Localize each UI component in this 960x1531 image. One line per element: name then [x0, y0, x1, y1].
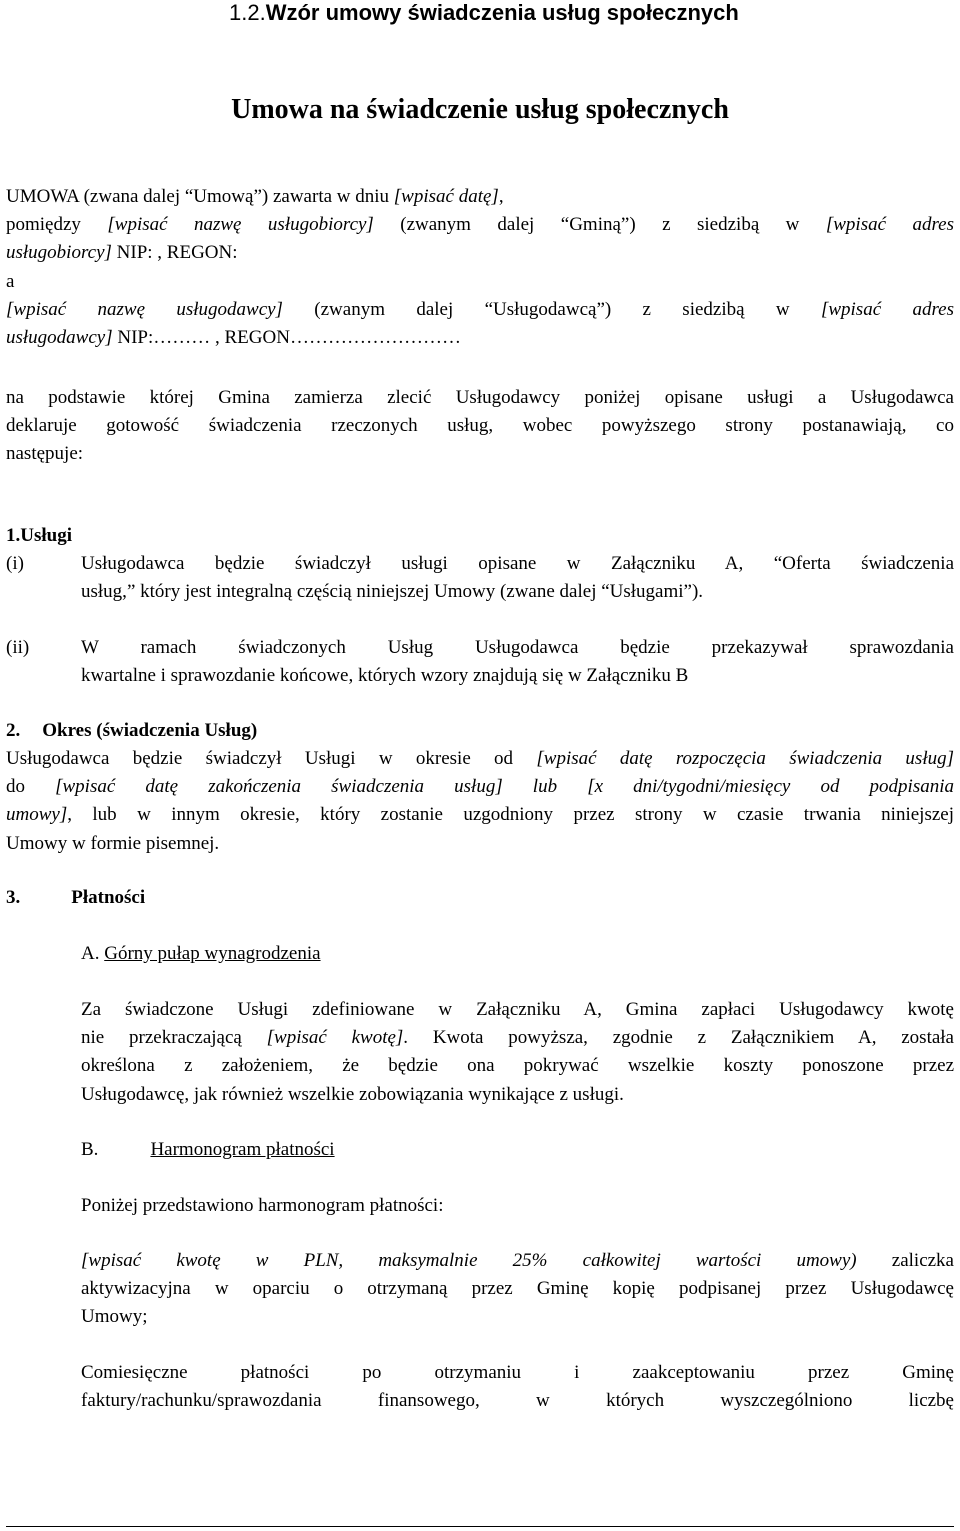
subsection-label: A.	[81, 943, 100, 964]
preamble-paragraph	[6, 384, 954, 469]
placeholder-address: usługobiorcy]	[6, 242, 112, 264]
text: do	[6, 776, 56, 798]
text: pomiędzy	[6, 214, 108, 236]
a-line-4: Usługodawcę, jak również wszelkie zobowiązania wynikające z usługi.	[81, 1083, 624, 1105]
document-title: Umowa na świadczenie usług społecznych	[231, 94, 729, 125]
section-heading-title: Wzór umowy świadczenia usług społecznych	[265, 0, 739, 25]
text: Usługodawca będzie świadczył Usługi w okresie od	[6, 748, 537, 769]
text: ) z siedzibą w	[629, 214, 826, 236]
item-ii-line-1: W ramach świadczonych Usług Usługodawca będzie przekazywał sprawozdania	[81, 637, 954, 658]
subsection-b-heading	[81, 1136, 954, 1164]
item-text	[81, 634, 954, 690]
text: zaliczka	[856, 1250, 954, 1271]
section-title: Okres (świadczenia Usług)	[42, 720, 258, 741]
placeholder-address: [wpisać adres	[825, 214, 954, 236]
subsection-a-paragraph	[81, 996, 954, 1109]
subsection-title: Górny pułap wynagrodzenia	[104, 943, 321, 964]
text: ) z siedzibą w	[604, 298, 821, 320]
parties-line-4	[6, 268, 954, 296]
text: , lub w innym okresie, który zostanie uzgodniony przez strony w czasie trwania niniejszej	[67, 804, 954, 826]
subsection-label: B.	[81, 1139, 99, 1160]
text: Usługodawca będzie świadczył usługi opisane w Załączniku A,	[81, 553, 774, 574]
text: ,	[498, 186, 504, 207]
placeholder-end-date: umowy]	[6, 804, 68, 826]
text: który jest integralną częścią niniejszej Umowy (zwane dalej	[135, 581, 602, 603]
text: a	[6, 270, 15, 292]
footer-rule	[6, 1526, 954, 1527]
placeholder-address: [wpisać adres	[820, 298, 954, 320]
section-number: 3.	[6, 887, 21, 908]
text: Gminą	[569, 214, 621, 236]
text: Oferta świadczenia	[782, 553, 954, 574]
payment-1-line-2: aktywizacyjna w oparciu o otrzymaną przez Gminę kopię podpisanej przez Usługodawcę	[81, 1278, 954, 1300]
subsection-a-heading	[81, 940, 954, 968]
section-2-line-1	[6, 745, 954, 773]
text: usług,	[81, 581, 127, 603]
parties-line-1: UMOWA (zwana dalej “Umową”) zawarta w dniu [wpisać datę],	[6, 186, 504, 207]
text: NIP: , REGON:	[111, 242, 238, 264]
payment-1-line-3: Umowy;	[81, 1306, 148, 1328]
parties-paragraph	[6, 183, 954, 352]
placeholder-address: usługodawcy]	[6, 327, 113, 349]
section-2-line-2	[6, 773, 954, 801]
section-title: Płatności	[71, 887, 146, 908]
text: (zwanym dalej	[373, 214, 561, 236]
placeholder-end-date: [wpisać datę zakończenia świadczenia usług] lub [x dni/tygodni/miesięcy od podpisania	[55, 776, 955, 798]
payment-2-line-2: faktury/rachunku/sprawozdania finansowego, w których wyszczególniono liczbę	[81, 1390, 954, 1412]
section-number: 2.	[6, 720, 21, 741]
text: ).	[691, 581, 704, 603]
section-heading-number: 1.2.	[229, 0, 266, 25]
parties-line-5: [wpisać nazwę usługodawcy] (zwanym dalej “Usługodawcą”) z siedzibą w [wpisać adres	[6, 298, 954, 320]
item-i-line-1: Usługodawca będzie świadczył usługi opisane w Załączniku A, “Oferta świadczenia	[81, 553, 954, 574]
text: Usługami	[609, 581, 684, 603]
section-1-heading: 1.Usługi	[6, 525, 72, 546]
preamble-line-3: następuje:	[6, 443, 84, 465]
a-line-3: określona z założeniem, że będzie ona pokrywać wszelkie koszty ponoszone przez	[81, 1055, 954, 1077]
section-2-heading	[6, 717, 954, 745]
parties-line-3	[6, 239, 954, 267]
payment-item-2	[81, 1359, 954, 1415]
payment-item-1	[81, 1247, 954, 1332]
text: NIP:……… , REGON………………………	[112, 327, 461, 349]
section-heading	[229, 0, 739, 26]
text: UMOWA (zwana dalej	[6, 186, 185, 207]
text: nie przekraczającą	[81, 1027, 267, 1049]
preamble-line-2: deklaruje gotowość świadczenia rzeczonych usług, wobec powyższego strony postanawiają, co	[6, 415, 954, 437]
section-2-paragraph	[6, 745, 954, 858]
text: (zwanym dalej	[282, 298, 485, 320]
section-2-line-3	[6, 801, 954, 829]
item-marker: (ii)	[6, 637, 30, 658]
parties-line-2: pomiędzy [wpisać nazwę usługobiorcy] (zwanym dalej “Gminą”) z siedzibą w [wpisać adres	[6, 214, 954, 236]
text: . Kwota powyższa, zgodnie z Załącznikiem A, została	[403, 1027, 954, 1049]
placeholder-date: [wpisać datę]	[393, 186, 499, 207]
placeholder-client: [wpisać nazwę usługobiorcy]	[107, 214, 374, 236]
section-3-heading	[6, 884, 954, 912]
item-ii-line-2: kwartalne i sprawozdanie końcowe, których wzory znajdują się w Załączniku B	[81, 665, 689, 687]
subsection-title: Harmonogram płatności	[150, 1139, 335, 1160]
text: Umową	[193, 186, 254, 207]
section-2-line-4: Umowy w formie pisemnej.	[6, 832, 220, 854]
a-line-2	[81, 1024, 954, 1052]
preamble-line-1: na podstawie której Gmina zamierza zlecić Usługodawcy poniżej opisane usługi a Usługodawca	[6, 387, 954, 408]
subsection-b-intro: Poniżej przedstawiono harmonogram płatności:	[81, 1195, 444, 1216]
a-line-1: Za świadczone Usługi zdefiniowane w Załączniku A, Gmina zapłaci Usługodawcy kwotę	[81, 999, 954, 1020]
item-text	[81, 550, 954, 606]
text: ) zawarta w dniu	[261, 186, 394, 207]
item-marker: (i)	[6, 553, 24, 574]
section-1-item-i	[6, 550, 954, 610]
placeholder-advance: [wpisać kwotę w PLN, maksymalnie 25% całkowitej wartości umowy)	[81, 1250, 857, 1271]
text: Usługodawcą	[493, 298, 597, 320]
placeholder-start-date: [wpisać datę rozpoczęcia świadczenia usług]	[536, 748, 954, 769]
placeholder-provider: [wpisać nazwę usługodawcy]	[6, 298, 283, 320]
item-i-line-2: usług,” który jest integralną częścią niniejszej Umowy (zwane dalej “Usługami”).	[81, 581, 704, 603]
parties-line-6	[6, 324, 954, 352]
payment-2-line-1: Comiesięczne płatności po otrzymaniu i zaakceptowaniu przez Gminę	[81, 1362, 954, 1383]
section-1-item-ii	[6, 634, 954, 694]
placeholder-amount: [wpisać kwotę]	[266, 1027, 404, 1049]
payment-1-line-1	[81, 1247, 954, 1275]
